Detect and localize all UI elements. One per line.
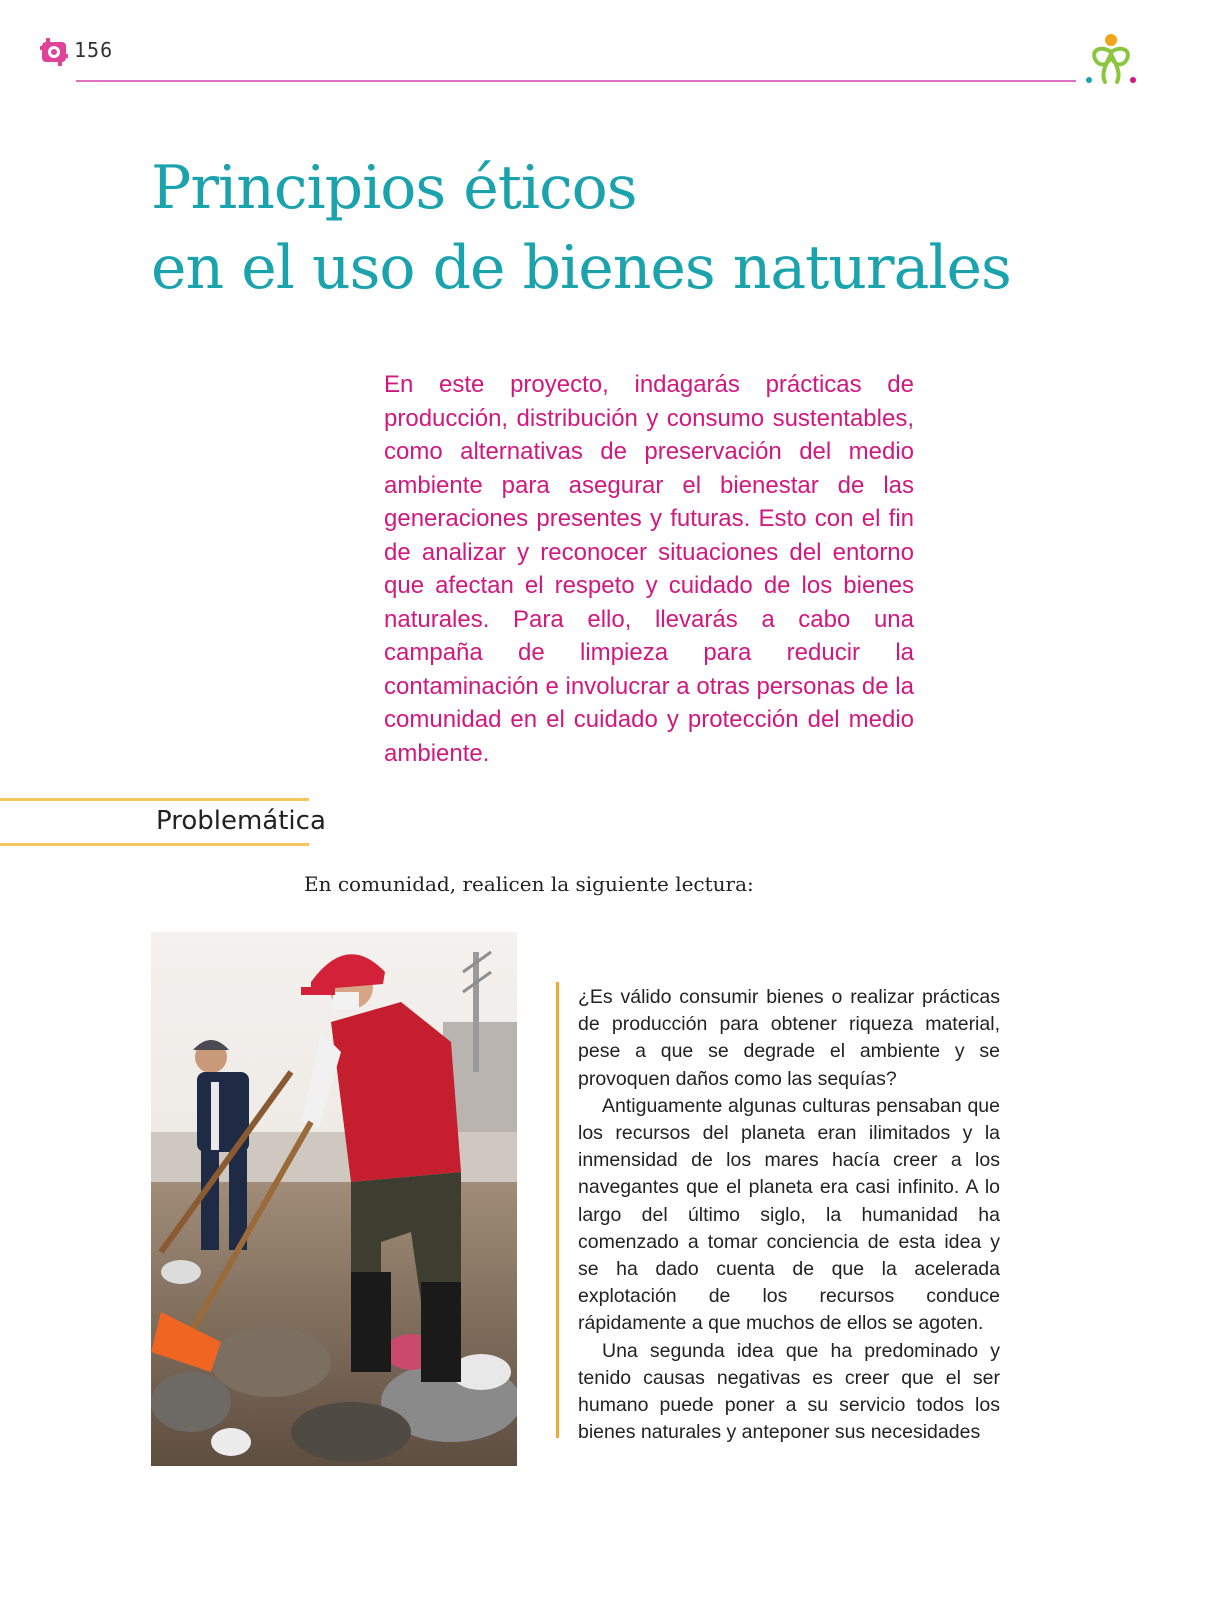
- reading-instruction: En comunidad, realicen la siguiente lectura:: [304, 872, 754, 896]
- reading-paragraph-2: Antiguamente algunas culturas pensaban que los recursos del planeta eran ilimitados y la inmensidad de los mares hacía creer a los navegantes que el planeta era casi infinito. A lo largo del último siglo, la humanidad ha comenzado a tomar conciencia de esta idea y se ha dado cuenta de que la acelerada explotación de los recursos conduce rápidamente a que muchos de ellos se agoten.: [578, 1094, 1000, 1335]
- page-title-line-1: Principios éticos: [151, 153, 637, 223]
- page-number: 156: [74, 38, 114, 62]
- section-heading: Problemática: [156, 806, 326, 836]
- page-title-line-2: en el uso de bienes naturales: [151, 233, 1011, 303]
- intro-paragraph: En este proyecto, indagarás prácticas de producción, distribución y consumo sustentables, como alternativas de preservación del medio ambiente para asegurar el bienestar de las generaciones presentes y futuras. Esto con el fin de analizar y reconocer situaciones del entorno que afectan el respeto y cuidado de los bienes naturales. Para ello, llevarás a cabo una campaña de limpieza para reducir la contaminación e involucrar a otras personas de la comunidad en el cuidado y protección del medio ambiente.: [384, 371, 914, 767]
- cleanup-photo: [151, 932, 517, 1466]
- sprout-logo-icon: [1085, 32, 1137, 88]
- reading-accent-bar: [556, 982, 559, 1438]
- reading-passage: [578, 984, 1000, 1446]
- header-rule: [76, 80, 1076, 82]
- section-rule-top: [0, 798, 309, 801]
- reading-paragraph-3: Una segunda idea que ha predominado y tenido causas negativas es creer que el ser humano puede poner a su servicio todos los bienes naturales y anteponer sus necesidades: [578, 1339, 1000, 1444]
- pink-glyph-icon: [40, 38, 68, 66]
- section-rule-bottom: [0, 843, 309, 846]
- reading-paragraph-1: ¿Es válido consumir bienes o realizar prácticas de producción para obtener riqueza material, pese a que se degrade el ambiente y se provoquen daños como las sequías?: [578, 986, 1000, 1090]
- page-title: [151, 148, 1011, 308]
